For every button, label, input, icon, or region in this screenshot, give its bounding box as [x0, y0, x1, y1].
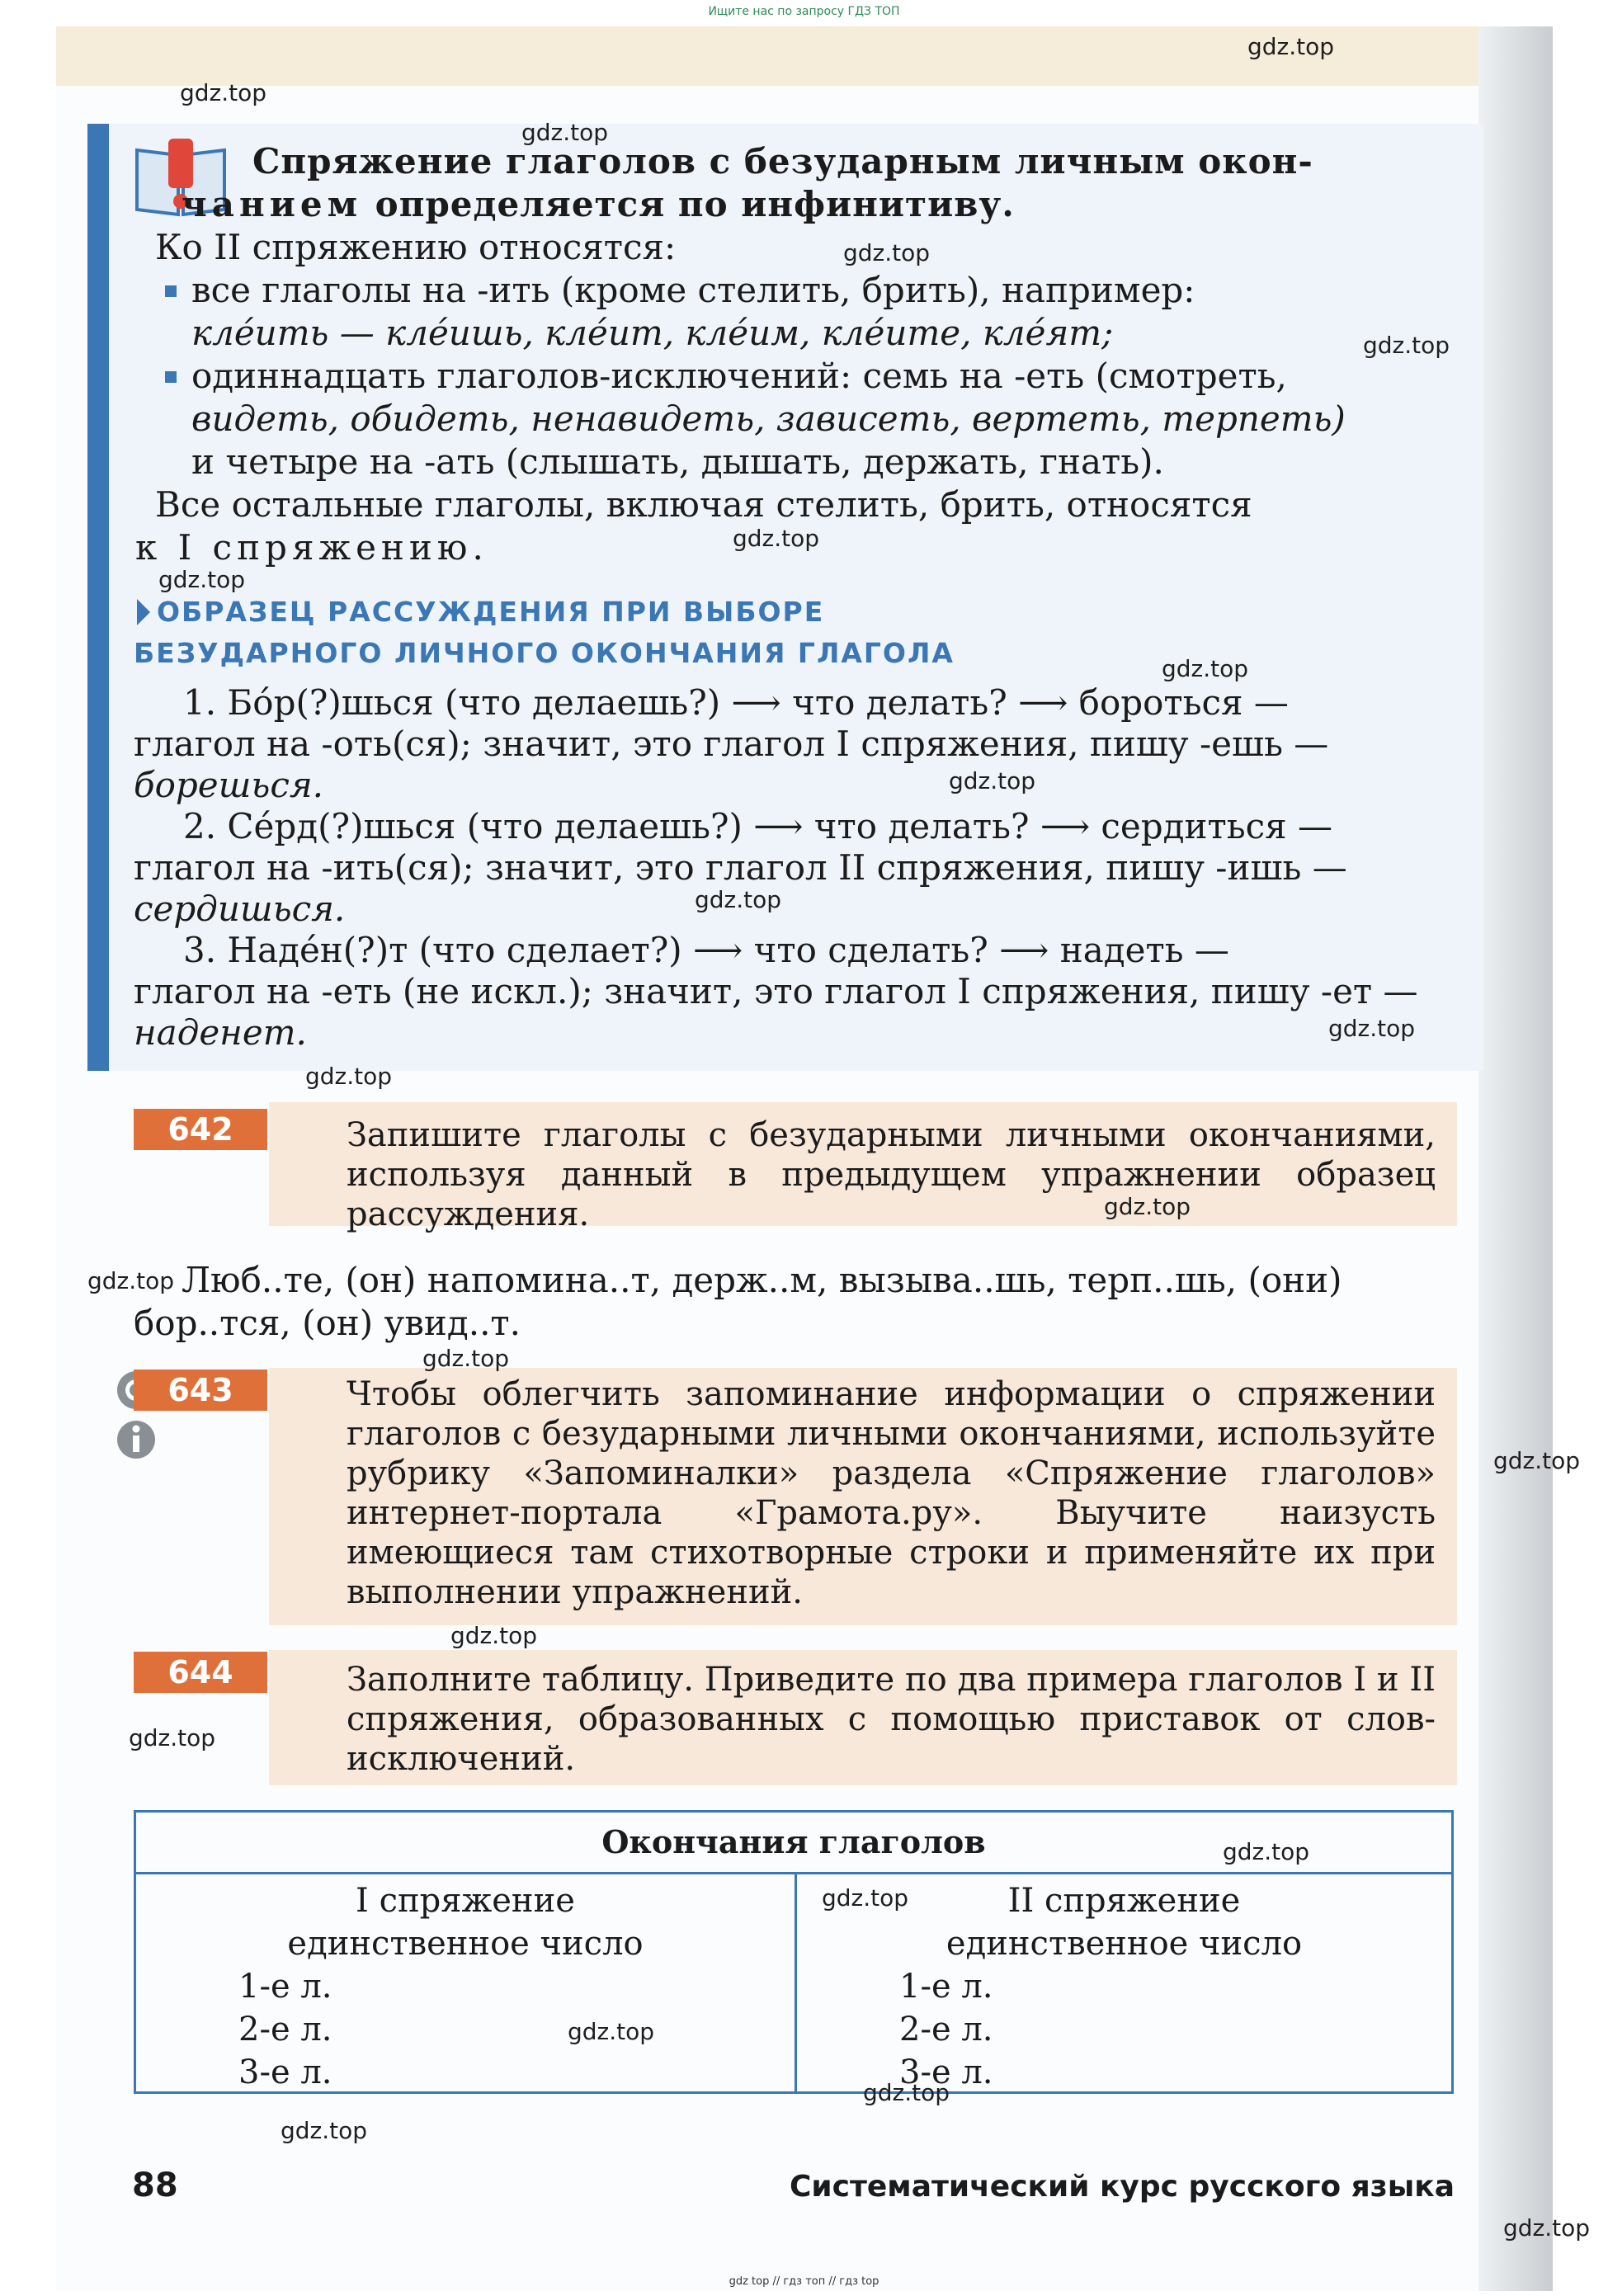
- exercise-644-number: 644: [134, 1652, 267, 1693]
- exercise-642-text: Запишите глаголы с безударными личными окончаниями, используя данный в предыдущем упражнении образец рассуждения.: [347, 1116, 1436, 1233]
- watermark: gdz.top: [1223, 1838, 1310, 1865]
- exercise-642-words-line2: бор..тся, (он) увид..т.: [134, 1303, 521, 1343]
- bottom-caption: gdz top // гдз топ // гдз top: [729, 2275, 879, 2288]
- sample-item1-line2: глагол на -оть(ся); значит, это глагол I спряжения, пишу -ешь —: [134, 724, 1329, 764]
- watermark: gdz.top: [1363, 332, 1450, 359]
- rule-rest-line1: Все остальные глаголы, включая стелить, брить, относятся: [155, 484, 1252, 525]
- table-col2-title: II спряжение: [1007, 1882, 1241, 1920]
- info-icon: [116, 1419, 157, 1460]
- page-edge-shadow: [1478, 26, 1553, 2291]
- rule-heading-line1: Спряжение глаголов с безударным личным окон-: [252, 141, 1313, 182]
- bullet-marker: [165, 371, 177, 383]
- table-col1-subtitle: единственное число: [287, 1925, 644, 1963]
- rule-heading-line2: [182, 183, 1015, 226]
- watermark: gdz.top: [305, 1063, 393, 1090]
- sample-item2-line3: сердишься.: [134, 889, 346, 929]
- rule-heading-spaced: чанием: [182, 184, 363, 224]
- rule-bullet1-line1: все глаголы на -ить (кроме стелить, брить), например:: [191, 270, 1195, 310]
- watermark: gdz.top: [450, 1622, 538, 1649]
- table-col1-row: 1-е л.: [238, 1968, 332, 2006]
- watermark: gdz.top: [180, 79, 267, 106]
- table-col2-row: 3-е л.: [899, 2053, 993, 2091]
- watermark: gdz.top: [129, 1724, 216, 1751]
- watermark: gdz.top: [422, 1345, 510, 1372]
- book-title: Систематический курс русского языка: [790, 2170, 1455, 2204]
- watermark: gdz.top: [843, 239, 931, 266]
- watermark: gdz.top: [1162, 655, 1249, 682]
- rule-bullet2-line3: и четыре на -ать (слышать, дышать, держать, гнать).: [191, 441, 1164, 482]
- sample-title-line1: ОБРАЗЕЦ РАССУЖДЕНИЯ ПРИ ВЫБОРЕ: [157, 596, 825, 628]
- sample-title-line2: БЕЗУДАРНОГО ЛИЧНОГО ОКОНЧАНИЯ ГЛАГОЛА: [134, 637, 955, 669]
- exercise-643-number: 643: [134, 1370, 267, 1411]
- watermark: gdz.top: [158, 566, 246, 593]
- watermark: gdz.top: [822, 1884, 909, 1912]
- rule-bullet2-line2: видеть, обидеть, ненавидеть, зависеть, вертеть, терпеть): [191, 398, 1346, 439]
- page-number: 88: [132, 2166, 178, 2204]
- watermark: gdz.top: [1328, 1015, 1416, 1042]
- watermark: gdz.top: [863, 2079, 950, 2106]
- watermark: gdz.top: [568, 2018, 655, 2045]
- watermark: gdz.top: [1104, 1193, 1191, 1220]
- table-col1-row: 2-е л.: [238, 2011, 332, 2048]
- table-col2-row: 1-е л.: [899, 1968, 993, 2006]
- sample-arrow-icon: [137, 599, 150, 625]
- rule-heading-rest: определяется по инфинитиву.: [362, 184, 1015, 224]
- watermark: gdz.top: [521, 119, 609, 146]
- sample-item2-line2: глагол на -ить(ся); значит, это глагол II спряжения, пишу -ишь —: [134, 847, 1347, 888]
- table-col1-row: 3-е л.: [238, 2053, 332, 2091]
- exercise-644-text: Заполните таблицу. Приведите по два примера глаголов I и II спряжения, образованных с помощью приставок от слов-исключений.: [347, 1661, 1436, 1778]
- rule-ii-intro: Ко II спряжению относятся:: [155, 227, 677, 267]
- watermark: gdz.top: [1493, 1447, 1581, 1474]
- sample-item3-line3: наденет.: [134, 1012, 307, 1053]
- exercise-642-number: 642: [134, 1109, 267, 1150]
- rule-bullet2-line1: одиннадцать глаголов-исключений: семь на -еть (смотреть,: [191, 356, 1287, 396]
- watermark: gdz.top: [733, 525, 820, 552]
- watermark: gdz.top: [1247, 33, 1335, 60]
- top-caption: Ищите нас по запросу ГДЗ ТОП: [708, 5, 900, 18]
- exercise-643-text: Чтобы облегчить запоминание информации о спряжении глаголов с безударными личными окончаниями, используйте рубрику «Запоминалки» раздела «Спряжение глаголов» интернет-портала «Грамота.ру». Выучите наизусть имеющиеся там стихотворные строки и применяйте их при выполнении упражнений.: [347, 1375, 1436, 1611]
- sample-item1-line1: 1. Бо́р(?)шься (что делаешь?) ⟶ что делать? ⟶ бороться —: [183, 682, 1289, 723]
- sample-item3-line2: глагол на -еть (не искл.); значит, это глагол I спряжения, пишу -ет —: [134, 971, 1418, 1011]
- rule-bullet1-line2: кле́ить — кле́ишь, кле́ит, кле́им, кле́ите, кле́ят;: [191, 313, 1114, 353]
- watermark: gdz.top: [949, 767, 1036, 794]
- exercise-642-words-line1: Люб..те, (он) напомина..т, держ..м, вызыва..шь, терп..шь, (они): [182, 1260, 1342, 1300]
- table-col1-title: I спряжение: [356, 1882, 575, 1920]
- sample-item3-line1: 3. Наде́н(?)т (что сделает?) ⟶ что сделать? ⟶ надеть —: [183, 930, 1229, 970]
- table-column-i: [136, 1874, 795, 2091]
- sample-item1-line3: борешься.: [134, 765, 323, 805]
- watermark: gdz.top: [1503, 2214, 1591, 2242]
- bullet-marker: [165, 285, 177, 297]
- table-col2-row: 2-е л.: [899, 2011, 993, 2048]
- watermark: gdz.top: [87, 1267, 175, 1294]
- table-col2-subtitle: единственное число: [945, 1925, 1303, 1963]
- rule-rest-line2: к I спряжению.: [135, 527, 488, 568]
- table-title: Окончания глаголов: [136, 1813, 1451, 1874]
- watermark: gdz.top: [695, 886, 782, 913]
- watermark: gdz.top: [281, 2117, 368, 2144]
- sample-item2-line1: 2. Се́рд(?)шься (что делаешь?) ⟶ что делать? ⟶ сердиться —: [183, 806, 1332, 846]
